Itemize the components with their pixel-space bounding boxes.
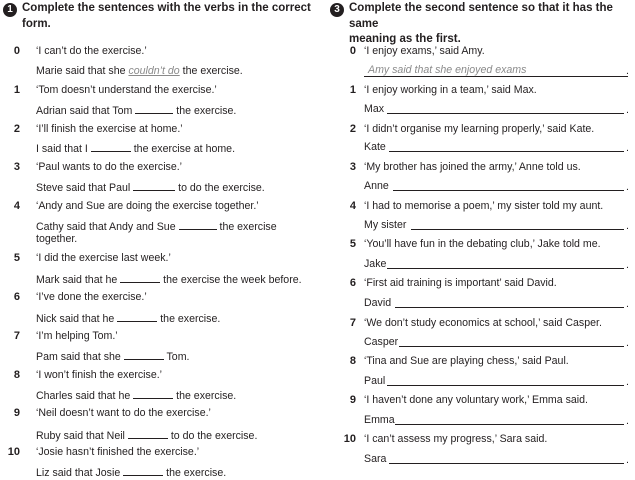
ex3-item-quote: ‘We don’t study economics at school,’ said Casper. — [364, 317, 602, 329]
ex1-item-reported-end: to do the exercise. — [178, 182, 265, 194]
ex1-item-reported-end: the exercise. — [160, 313, 221, 325]
exercise-1-heading — [22, 1, 312, 32]
ex1-answer-blank[interactable] — [128, 428, 168, 439]
ex1-answer-blank[interactable] — [124, 349, 164, 360]
ex3-item-answer-line — [364, 453, 386, 466]
ex3-answer-blank[interactable] — [387, 375, 624, 386]
ex1-item-reported-end: the exercise — [219, 221, 277, 233]
ex1-item-number: 9 — [13, 407, 20, 419]
ex3-item-number: 0 — [349, 45, 356, 57]
ex1-item-number: 7 — [13, 330, 20, 342]
ex3-item-quote: ‘I haven’t done any voluntary work,’ Emma said. — [364, 394, 588, 406]
ex3-answer-blank[interactable] — [411, 219, 624, 230]
ex1-item-answer-line — [36, 465, 226, 480]
ex3-item-quote: ‘I had to memorise a poem,’ my sister told my aunt. — [364, 200, 604, 212]
ex1-answer-blank[interactable] — [179, 219, 217, 230]
ex3-item-answer-line — [364, 414, 395, 427]
ex1-item-number: 3 — [13, 161, 20, 173]
ex3-answer-blank[interactable] — [395, 297, 624, 308]
ex3-end-mark: . — [626, 220, 629, 232]
ex1-item-quote: ‘I can’t do the exercise.’ — [36, 45, 147, 57]
ex3-end-mark: . — [626, 415, 629, 427]
ex1-item-reported-start: Pam said that she — [36, 351, 121, 363]
ex3-item-answer-line — [364, 180, 389, 193]
ex1-item-reported-start: Steve said that Paul — [36, 182, 131, 194]
ex3-end-mark: . — [626, 181, 629, 193]
ex3-end-mark: . — [626, 454, 629, 466]
ex3-item-sentence-start: David — [364, 297, 392, 309]
ex1-item-answer-continuation: together. — [36, 233, 78, 245]
ex3-item-quote: ‘My brother has joined the army,’ Anne told us. — [364, 161, 581, 173]
ex1-example-answer: couldn’t do — [128, 65, 180, 77]
ex3-item-sentence-start: Emma — [364, 414, 395, 426]
ex1-item-reported-start: Charles said that he — [36, 390, 131, 402]
ex1-item-reported-end: the exercise. — [179, 65, 243, 77]
exercise-1-heading-line-2: form. — [22, 17, 51, 30]
ex1-item-quote: ‘Josie hasn’t finished the exercise.’ — [36, 446, 200, 458]
ex3-item-number: 4 — [349, 200, 356, 212]
ex3-end-mark: . — [626, 142, 629, 154]
ex1-item-quote: ‘Tom doesn’t understand the exercise.’ — [36, 84, 217, 96]
ex3-item-quote: ‘I enjoy exams,’ said Amy. — [364, 45, 485, 57]
ex3-item-answer-line — [364, 375, 385, 388]
ex3-item-answer-line — [364, 297, 391, 310]
ex1-item-answer-line — [36, 103, 236, 118]
ex1-item-number: 0 — [13, 45, 20, 57]
exercise-3-number-badge: 3 — [330, 3, 344, 17]
ex1-item-reported-end: the exercise. — [166, 467, 227, 479]
ex1-answer-blank[interactable] — [133, 180, 175, 191]
ex3-answer-blank[interactable] — [387, 258, 624, 269]
ex3-item-sentence-start: Paul — [364, 375, 386, 387]
ex3-item-sentence-start: Max — [364, 103, 385, 115]
ex1-item-reported-start: Nick said that he — [36, 313, 115, 325]
ex3-item-number: 10 — [343, 433, 356, 445]
ex3-item-answer-line — [364, 336, 398, 349]
ex3-item-quote: ‘I can’t assess my progress,’ Sara said. — [364, 433, 548, 445]
ex1-answer-blank[interactable] — [91, 141, 131, 152]
ex1-item-answer-line — [36, 141, 235, 156]
exercise-1-heading-line-1: Complete the sentences with the verbs in the correct — [22, 2, 311, 14]
ex3-item-answer-line — [364, 141, 386, 154]
ex1-item-number: 4 — [13, 200, 20, 212]
ex1-item-reported-start: I said that I — [36, 143, 88, 155]
ex1-item-number: 6 — [13, 291, 20, 303]
ex3-item-sentence-start: Jake — [364, 258, 387, 270]
ex1-item-quote: ‘I’m helping Tom.’ — [36, 330, 118, 342]
ex1-item-reported-start: Cathy said that Andy and Sue — [36, 221, 176, 233]
ex1-item-reported-start: Marie said that she — [36, 65, 129, 77]
ex3-item-quote: ‘Tina and Sue are playing chess,’ said Paul. — [364, 355, 569, 367]
ex1-answer-blank[interactable] — [117, 311, 157, 322]
ex1-item-number: 5 — [13, 252, 20, 264]
ex1-answer-blank[interactable] — [135, 103, 173, 114]
ex1-item-quote: ‘I won’t finish the exercise.’ — [36, 369, 163, 381]
ex1-item-number: 10 — [7, 446, 20, 458]
ex3-answer-blank[interactable] — [389, 141, 624, 152]
ex1-item-reported-start: Mark said that he — [36, 274, 118, 286]
ex1-item-reported-end: Tom. — [166, 351, 190, 363]
ex1-item-quote: ‘Andy and Sue are doing the exercise together.’ — [36, 200, 259, 212]
exercise-1-number-badge: 1 — [3, 3, 17, 17]
ex1-item-reported-start: Liz said that Josie — [36, 467, 121, 479]
ex3-item-number: 2 — [349, 123, 356, 135]
ex3-item-sentence-start: Casper — [364, 336, 399, 348]
ex3-item-number: 1 — [349, 84, 356, 96]
ex1-item-reported-end: the exercise. — [176, 390, 237, 402]
ex3-answer-blank[interactable] — [393, 180, 624, 191]
ex1-item-number: 8 — [13, 369, 20, 381]
ex3-item-sentence-start: Anne — [364, 180, 389, 192]
ex1-answer-blank[interactable] — [123, 465, 163, 476]
ex1-item-answer-line — [36, 219, 277, 234]
ex1-item-answer-line — [36, 311, 220, 326]
ex3-end-mark: . — [626, 337, 629, 349]
ex3-item-answer-line — [364, 219, 406, 232]
ex3-item-quote: ‘I enjoy working in a team,’ said Max. — [364, 84, 537, 96]
ex3-end-mark: . — [626, 376, 629, 388]
ex3-item-quote: ‘I didn’t organise my learning properly,’ said Kate. — [364, 123, 595, 135]
ex1-item-answer-line — [36, 428, 257, 443]
ex3-item-answer-line — [364, 103, 384, 116]
ex1-answer-blank[interactable] — [120, 272, 160, 283]
ex1-item-reported-start: Adrian said that Tom — [36, 105, 133, 117]
ex3-item-number: 8 — [349, 355, 356, 367]
ex1-item-reported-end: the exercise. — [176, 105, 237, 117]
exercise-3-heading — [349, 1, 634, 48]
ex3-end-mark: . — [626, 104, 629, 116]
ex3-end-mark: . — [626, 259, 629, 271]
ex3-item-sentence-start: Sara — [364, 453, 387, 465]
ex3-answer-blank[interactable] — [395, 414, 624, 425]
ex1-item-quote: ‘I’ve done the exercise.’ — [36, 291, 147, 303]
ex1-item-number: 1 — [13, 84, 20, 96]
ex3-item-number: 5 — [349, 238, 356, 250]
ex3-item-number: 6 — [349, 277, 356, 289]
ex1-item-quote: ‘Paul wants to do the exercise.’ — [36, 161, 183, 173]
ex3-end-mark: . — [626, 65, 629, 77]
ex3-end-mark: . — [626, 298, 629, 310]
ex3-item-quote: ‘You’ll have fun in the debating club,’ Jake told me. — [364, 238, 601, 250]
ex3-item-number: 9 — [349, 394, 356, 406]
ex1-item-quote: ‘Neil doesn’t want to do the exercise.’ — [36, 407, 211, 419]
ex3-item-quote: ‘First aid training is important’ said David. — [364, 277, 557, 289]
ex3-example-answer: Amy said that she enjoyed exams — [364, 64, 628, 77]
ex1-item-number: 2 — [13, 123, 20, 135]
ex1-item-reported-end: the exercise the week before. — [163, 274, 302, 286]
ex1-answer-blank[interactable] — [133, 388, 173, 399]
exercise-3-heading-line-2: meaning as the first. — [349, 33, 461, 45]
ex1-item-answer-line — [36, 180, 265, 195]
ex1-item-answer-line — [36, 349, 189, 364]
ex3-item-number: 3 — [349, 161, 356, 173]
ex1-item-reported-end: the exercise at home. — [133, 143, 236, 155]
ex3-item-answer-line — [364, 258, 386, 271]
ex3-item-sentence-start: My sister — [364, 219, 407, 231]
ex3-answer-blank[interactable] — [389, 453, 624, 464]
ex3-item-number: 7 — [349, 317, 356, 329]
ex1-item-quote: ‘I did the exercise last week.’ — [36, 252, 171, 264]
ex1-item-answer-line — [36, 65, 243, 78]
ex3-answer-blank[interactable] — [387, 103, 624, 114]
exercise-3-heading-line-1: Complete the second sentence so that it has the same — [349, 2, 613, 30]
ex3-item-sentence-start: Kate — [364, 141, 386, 153]
ex1-item-reported-start: Ruby said that Neil — [36, 430, 125, 442]
ex1-item-reported-end: to do the exercise. — [170, 430, 258, 442]
ex1-item-answer-line — [36, 388, 236, 403]
ex3-answer-blank[interactable] — [399, 336, 624, 347]
ex1-item-answer-line — [36, 272, 302, 287]
ex1-item-quote: ‘I’ll finish the exercise at home.’ — [36, 123, 183, 135]
